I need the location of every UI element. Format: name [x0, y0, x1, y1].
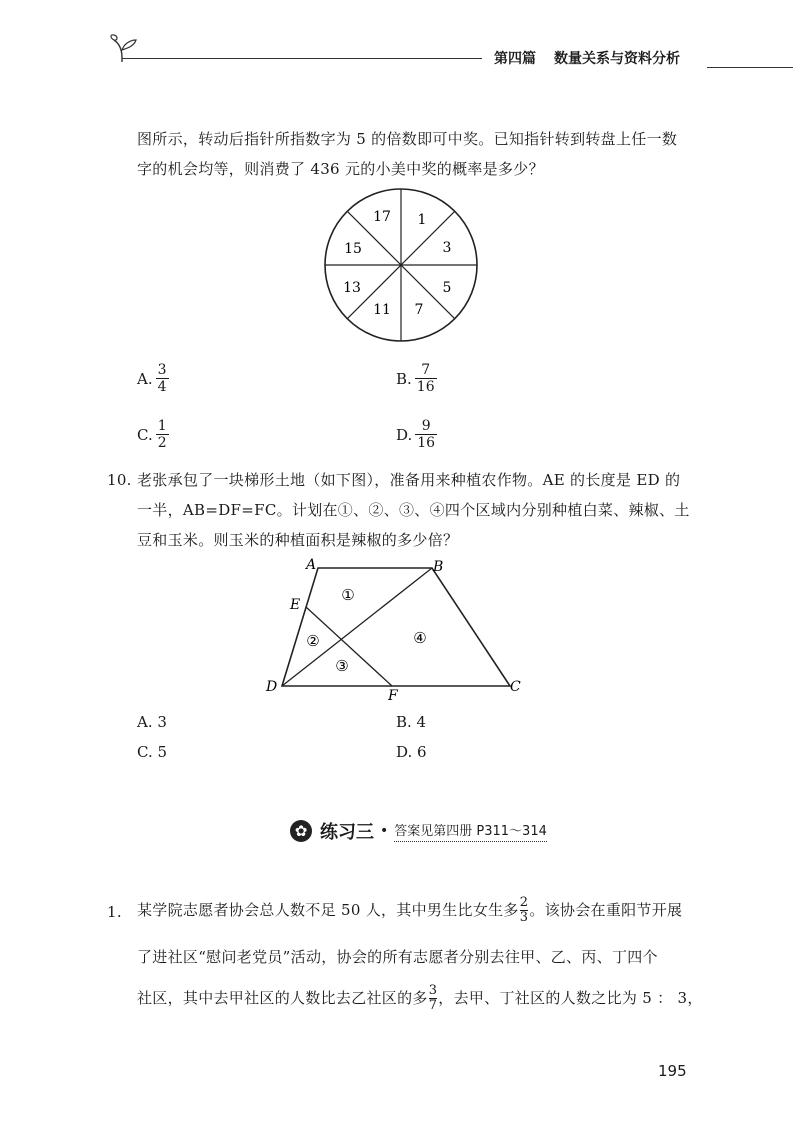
- point-label-e: E: [290, 597, 301, 613]
- exercise-dot: •: [380, 823, 389, 839]
- q9-option-b: [396, 362, 437, 395]
- page-number: 195: [658, 1062, 687, 1080]
- option-letter: D.: [396, 425, 413, 444]
- fraction-numerator: 3: [157, 362, 167, 378]
- inline-fraction: [429, 984, 438, 1013]
- wheel-label-3: 3: [442, 240, 452, 256]
- point-label-c: C: [510, 679, 521, 695]
- wheel-label-5: 5: [442, 280, 452, 296]
- exercise-title: 练习三: [320, 822, 374, 843]
- fraction-denominator: 16: [417, 435, 436, 451]
- exercise-answer-ref: 答案见第四册 P311～314: [394, 820, 547, 842]
- q1-line-2: 了进社区“慰问老党员”活动，协会的所有志愿者分别去往甲、乙、丙、丁四个: [137, 948, 658, 966]
- fraction-denominator: 2: [157, 435, 167, 451]
- region-label-2: ②: [306, 632, 320, 650]
- q9-line-1: 图所示，转动后指针所指数字为 5 的倍数即可中奖。已知指针转到转盘上任一数: [137, 130, 678, 148]
- fraction-numerator: 1: [157, 418, 167, 434]
- point-label-d: D: [266, 679, 278, 695]
- q1-line-1-text-a: 某学院志愿者协会总人数不足 50 人，其中男生比女生多: [137, 901, 519, 919]
- trapezoid-figure: [260, 552, 530, 702]
- q10-option-c: C. 5: [137, 743, 168, 761]
- option-fraction: [156, 362, 169, 395]
- point-label-b: B: [433, 559, 444, 575]
- q10-line-1: 老张承包了一块梯形土地（如下图），准备用来种植农作物。AE 的长度是 ED 的: [137, 471, 681, 489]
- wheel-label-1: 1: [417, 212, 427, 228]
- wheel-label-15: 15: [344, 241, 362, 257]
- option-fraction: [415, 418, 437, 451]
- fraction-denominator: 4: [157, 379, 167, 395]
- flower-icon: ✿: [290, 820, 312, 842]
- header-rule-left: [122, 58, 482, 59]
- q9-option-c: [137, 418, 169, 451]
- option-letter: A.: [137, 369, 153, 388]
- q10-line-2: 一半，AB=DF=FC。计划在①、②、③、④四个区域内分别种植白菜、辣椒、土: [137, 501, 690, 519]
- q9-line-2: 字的机会均等，则消费了 436 元的小美中奖的概率是多少？: [137, 160, 544, 178]
- q1-line-1: [137, 895, 682, 925]
- point-label-f: F: [388, 688, 398, 702]
- fraction-numerator: 3: [428, 982, 438, 998]
- wheel-label-13: 13: [343, 280, 361, 296]
- q10-line-3: 豆和玉米。则玉米的种植面积是辣椒的多少倍？: [137, 531, 459, 549]
- exercise-heading: [290, 818, 547, 844]
- fraction-denominator: 16: [416, 379, 435, 395]
- fraction-numerator: 2: [519, 894, 529, 910]
- q1-line-3-text-b: ，去甲、丁社区的人数之比为 5 ： 3，: [438, 989, 703, 1007]
- option-fraction: [415, 362, 437, 395]
- option-letter: B.: [396, 369, 412, 388]
- q9-option-a: [137, 362, 169, 395]
- q9-option-d: [396, 418, 437, 451]
- header-section: 数量关系与资料分析: [554, 51, 680, 67]
- spinner-wheel: [318, 186, 484, 352]
- region-label-3: ③: [335, 657, 349, 675]
- q10-option-a: A. 3: [137, 713, 167, 731]
- wheel-label-7: 7: [414, 302, 424, 318]
- region-label-4: ④: [413, 629, 427, 647]
- header-chapter: 第四篇: [494, 51, 536, 67]
- fraction-denominator: 3: [519, 909, 529, 925]
- inline-fraction: [520, 896, 529, 925]
- wheel-label-11: 11: [373, 302, 391, 318]
- fraction-numerator: 9: [421, 418, 431, 434]
- fraction-denominator: 7: [428, 997, 438, 1013]
- q1-line-3-text-a: 社区，其中去甲社区的人数比去乙社区的多: [137, 989, 428, 1007]
- header-rule-right: [707, 67, 793, 68]
- wheel-label-17: 17: [373, 209, 391, 225]
- option-letter: C.: [137, 425, 153, 444]
- q10-option-b: B. 4: [396, 713, 427, 731]
- fraction-numerator: 7: [421, 362, 431, 378]
- region-label-1: ①: [341, 586, 355, 604]
- q10-option-d: D. 6: [396, 743, 427, 761]
- q1-line-3: [137, 983, 703, 1013]
- q1-line-1-text-b: 。该协会在重阳节开展: [529, 901, 683, 919]
- q1-number: 1.: [107, 903, 122, 921]
- q10-number: 10.: [107, 471, 132, 489]
- option-fraction: [156, 418, 169, 451]
- point-label-a: A: [306, 557, 317, 573]
